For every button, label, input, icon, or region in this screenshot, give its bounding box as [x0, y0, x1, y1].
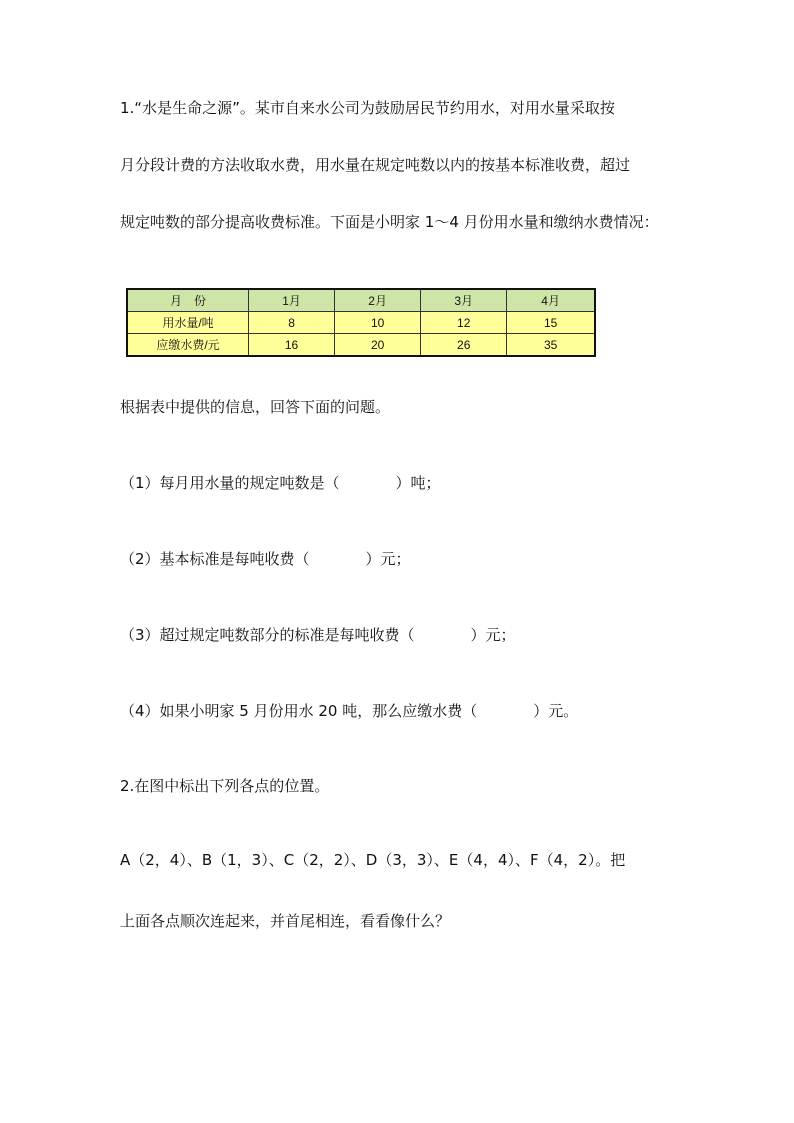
- subquestion-2-text: （2）基本标准是每吨收费（: [120, 550, 310, 568]
- table-cell: 12: [421, 312, 507, 334]
- table-row-water-usage: [127, 312, 595, 334]
- subquestion-4-text: （4）如果小明家 5 月份用水 20 吨，那么应缴水费（: [120, 702, 478, 720]
- table-cell: 8: [249, 312, 335, 334]
- subquestion-1-unit: ）吨；: [395, 474, 441, 492]
- table-row-water-fee: [127, 334, 595, 357]
- question-1-intro: 根据表中提供的信息，回答下面的问题。: [120, 398, 391, 416]
- subquestion-2-unit: ）元；: [365, 550, 411, 568]
- question-1-line-3: 规定吨数的部分提高收费标准。下面是小明家 1～4 月份用水量和缴纳水费情况：: [120, 213, 659, 231]
- water-fee-table: [126, 288, 596, 357]
- table-header-cell: 4月: [507, 289, 595, 312]
- table-header-cell: 3月: [421, 289, 507, 312]
- subquestion-3: [120, 625, 516, 645]
- subquestion-1: [120, 473, 441, 493]
- table-header-cell: 1月: [249, 289, 335, 312]
- question-1-line-2: 月分段计费的方法收取水费，用水量在规定吨数以内的按基本标准收费，超过: [120, 156, 631, 174]
- table-cell: 35: [507, 334, 595, 357]
- question-2-line-1: 2.在图中标出下列各点的位置。: [120, 777, 330, 795]
- table-cell: 16: [249, 334, 335, 357]
- table-header-cell: 月 份: [127, 289, 249, 312]
- table-header-row: [127, 289, 595, 312]
- table-header-cell: 2月: [335, 289, 421, 312]
- subquestion-4-unit: ）元。: [533, 702, 579, 720]
- subquestion-3-unit: ）元；: [470, 626, 516, 644]
- table-cell: 15: [507, 312, 595, 334]
- subquestion-4: [120, 701, 578, 721]
- question-1-line-1: 1.“水是生命之源”。某市自来水公司为鼓励居民节约用水，对用水量采取按: [120, 99, 615, 117]
- table-cell: 20: [335, 334, 421, 357]
- question-2-line-2: A（2，4）、B（1，3）、C（2，2）、D（3，3）、E（4，4）、F（4，2）。把: [120, 851, 626, 869]
- table-cell: 10: [335, 312, 421, 334]
- question-2-line-3: 上面各点顺次连起来，并首尾相连，看看像什么？: [120, 912, 451, 930]
- subquestion-2: [120, 549, 411, 569]
- table-cell: 用水量/吨: [127, 312, 249, 334]
- table-cell: 应缴水费/元: [127, 334, 249, 357]
- subquestion-1-text: （1）每月用水量的规定吨数是（: [120, 474, 340, 492]
- table-cell: 26: [421, 334, 507, 357]
- subquestion-3-text: （3）超过规定吨数部分的标准是每吨收费（: [120, 626, 415, 644]
